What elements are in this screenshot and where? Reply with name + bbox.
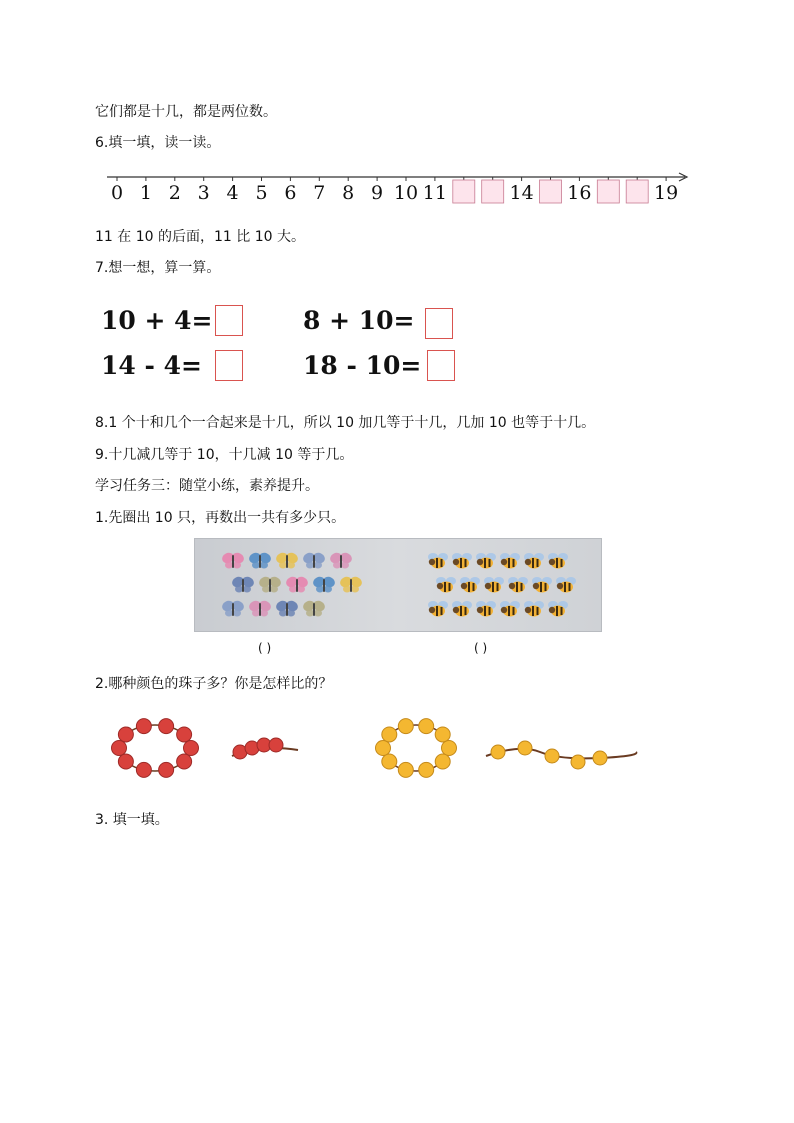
red-bead-string — [232, 738, 298, 759]
text-line-1: 它们都是十几，都是两位数。 — [95, 104, 277, 120]
practice-1-title: 1.先圈出 10 只，再数出一共有多少只。 — [95, 510, 346, 526]
butterfly-icon — [284, 575, 309, 593]
bead — [382, 727, 397, 742]
answer-paren-bees[interactable]: ( ) — [474, 641, 488, 655]
bead — [518, 741, 532, 755]
bee-icon — [548, 553, 568, 569]
butterfly-icon — [247, 551, 272, 569]
bead — [593, 751, 607, 765]
bee-icon — [524, 601, 544, 617]
bead — [376, 741, 391, 756]
task-3-heading: 学习任务三：随堂小练，素养提升。 — [95, 478, 319, 494]
number-line-label: 0 — [110, 182, 124, 204]
beads-image — [100, 706, 660, 791]
bead — [159, 762, 174, 777]
butterfly-icon — [328, 551, 353, 569]
number-line-blank-box[interactable] — [626, 180, 648, 203]
bead — [435, 754, 450, 769]
number-line-label: 16 — [567, 182, 592, 204]
question-7-title: 7.想一想，算一算。 — [95, 260, 221, 276]
bead — [112, 741, 127, 756]
butterfly-icon — [230, 575, 255, 593]
equation-3: 14 - 4= — [101, 351, 202, 380]
bead — [545, 749, 559, 763]
bead — [159, 719, 174, 734]
butterfly-icon — [220, 551, 245, 569]
bee-icon — [508, 577, 528, 593]
number-line-blank-box[interactable] — [482, 180, 504, 203]
equation-2: 8 + 10= — [303, 306, 415, 335]
number-line-label: 8 — [342, 182, 355, 204]
bee-icon — [500, 553, 520, 569]
yellow-bead-string — [486, 741, 636, 769]
butterfly-icon — [301, 599, 326, 617]
number-line — [100, 168, 700, 208]
red-bead-ring — [112, 719, 199, 778]
bee-icon — [532, 577, 552, 593]
question-6-title: 6.填一填，读一读。 — [95, 135, 221, 151]
bead — [136, 719, 151, 734]
bead — [118, 754, 133, 769]
equation-1: 10 + 4= — [101, 306, 213, 335]
answer-box-4[interactable] — [427, 350, 455, 381]
bee-icon — [476, 553, 496, 569]
number-line-label: 19 — [654, 182, 679, 204]
bead — [136, 762, 151, 777]
answer-paren-butterflies[interactable]: ( ) — [258, 641, 272, 655]
bead — [491, 745, 505, 759]
bee-icon — [428, 601, 448, 617]
butterfly-icon — [338, 575, 363, 593]
yellow-bead-ring — [376, 719, 457, 778]
bead — [184, 741, 199, 756]
number-line-label: 10 — [393, 182, 419, 204]
bead — [419, 719, 434, 734]
number-line-label: 14 — [509, 182, 534, 204]
bead — [571, 755, 585, 769]
number-line-label: 1 — [139, 182, 152, 204]
butterfly-icon — [274, 551, 299, 569]
bee-icon — [452, 553, 472, 569]
bee-icon — [500, 601, 520, 617]
butterfly-icon — [301, 551, 326, 569]
number-line-label: 6 — [284, 182, 297, 204]
number-line-blank-box[interactable] — [597, 180, 619, 203]
bead — [419, 762, 434, 777]
butterfly-icon — [257, 575, 282, 593]
text-line-5: 8.1 个十和几个一合起来是十几，所以 10 加几等于十几，几加 10 也等于十几。 — [95, 415, 596, 431]
number-line-label: 2 — [168, 182, 181, 204]
number-line-label: 11 — [422, 182, 447, 204]
bead — [177, 727, 192, 742]
bead — [398, 762, 413, 777]
answer-box-3[interactable] — [215, 350, 243, 381]
text-line-3: 11 在 10 的后面，11 比 10 大。 — [95, 229, 305, 245]
bead — [118, 727, 133, 742]
equation-4: 18 - 10= — [303, 351, 422, 380]
bee-icon — [428, 553, 448, 569]
number-line-label: 5 — [255, 182, 268, 204]
butterfly-icon — [247, 599, 272, 617]
bee-icon — [484, 577, 504, 593]
number-line-label: 9 — [371, 182, 384, 204]
number-line-blank-box[interactable] — [453, 180, 475, 203]
practice-2-title: 2.哪种颜色的珠子多？你是怎样比的？ — [95, 676, 333, 692]
bead — [442, 741, 457, 756]
butterflies-bees-image — [194, 538, 602, 632]
bead — [398, 719, 413, 734]
bee-icon — [452, 601, 472, 617]
bee-icon — [548, 601, 568, 617]
insect-illustration — [195, 539, 601, 631]
bead — [382, 754, 397, 769]
bee-icon — [556, 577, 576, 593]
bee-icon — [436, 577, 456, 593]
bead — [177, 754, 192, 769]
butterfly-icon — [274, 599, 299, 617]
bee-icon — [524, 553, 544, 569]
number-line-blank-box[interactable] — [540, 180, 562, 203]
bee-icon — [460, 577, 480, 593]
number-line-label: 3 — [197, 182, 210, 204]
bead — [269, 738, 283, 752]
butterfly-icon — [220, 599, 245, 617]
practice-3-title: 3. 填一填。 — [95, 812, 169, 828]
number-line-label: 4 — [226, 182, 239, 204]
number-line-label: 7 — [313, 182, 326, 204]
bee-icon — [476, 601, 496, 617]
answer-box-1[interactable] — [215, 305, 243, 336]
bead — [435, 727, 450, 742]
answer-box-2[interactable] — [425, 308, 453, 339]
butterfly-icon — [311, 575, 336, 593]
text-line-6: 9.十几减几等于 10，十几减 10 等于几。 — [95, 447, 354, 463]
